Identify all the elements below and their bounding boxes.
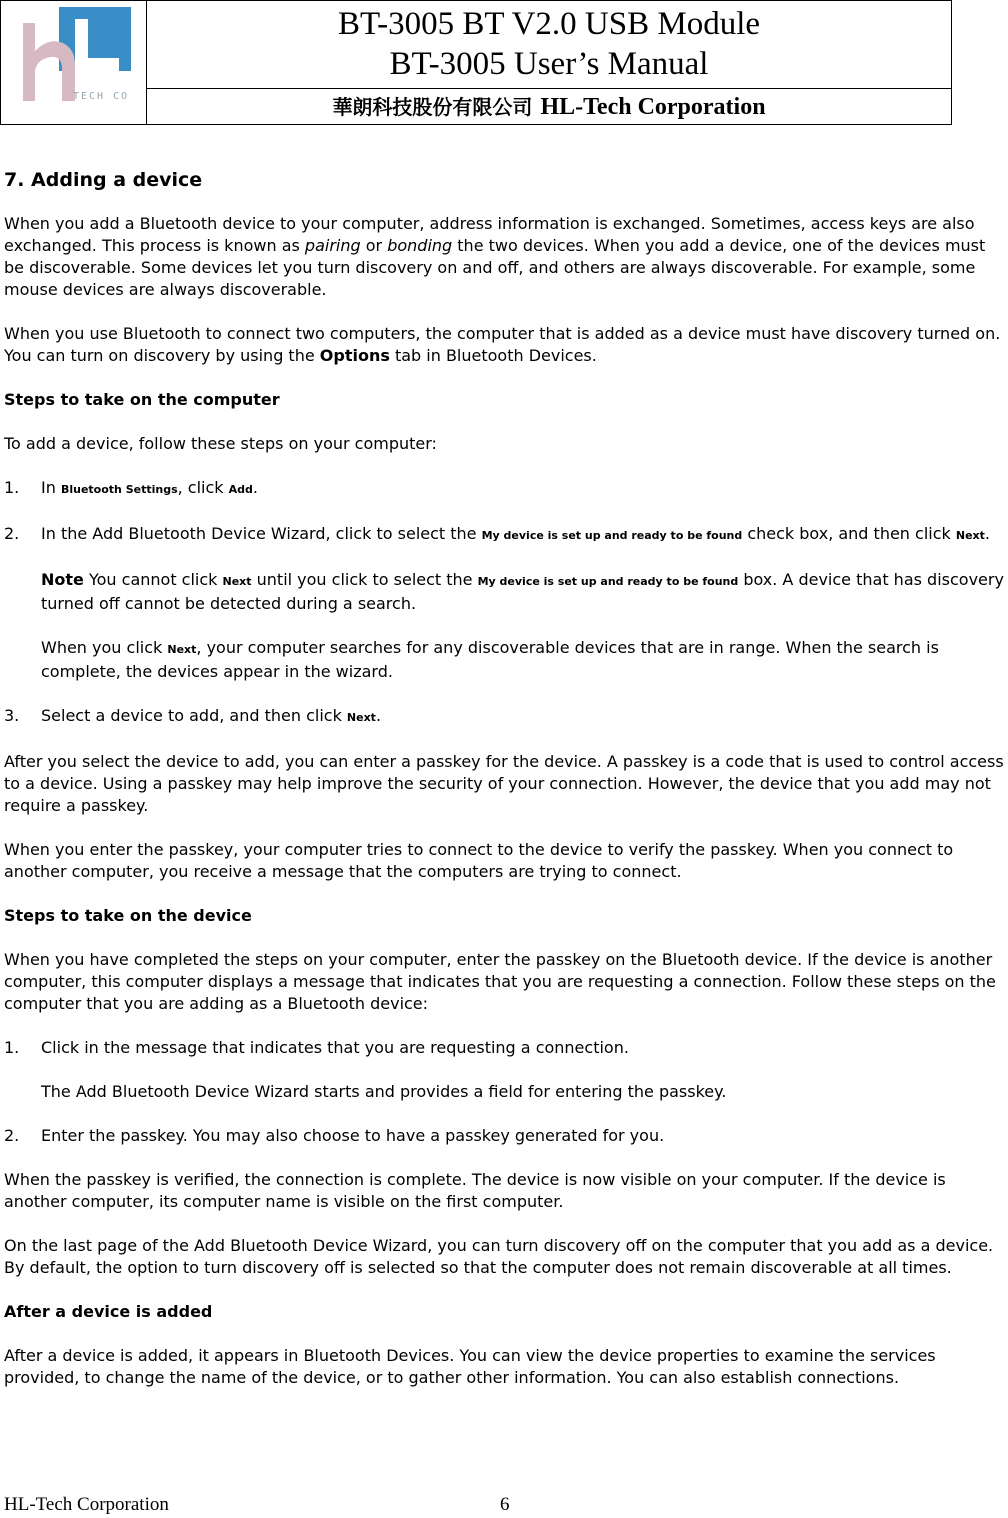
paragraph-device: When you have completed the steps on your computer, enter the passkey on the Bluetooth device. If the device is another computer, this computer displays a message that indicates that you are requesting a connection. Follow these steps on the computer that you are adding as a Bluetooth device: xyxy=(4,950,996,1013)
paragraph-search: When you click Next, your computer searches for any discoverable devices that are in range. When the search is complete, the devices appear in the wizard. xyxy=(41,638,939,681)
title-cell xyxy=(147,1,952,89)
note-paragraph: Note You cannot click Next until you click to select the My device is set up and ready to be found box. A device that has discovery turned off cannot be detected during a search. xyxy=(41,570,1004,613)
company-name-en: HL-Tech Corporation xyxy=(540,94,766,121)
paragraph-connect: When you enter the passkey, your computer tries to connect to the device to verify the passkey. When you connect to another computer, you receive a message that the computers are trying to connect. xyxy=(4,840,954,881)
page-number: 6 xyxy=(500,1494,510,1515)
logo-text: TECH CO xyxy=(73,91,130,102)
list-item-device-step-2: 2. Enter the passkey. You may also choose to have a passkey generated for you. xyxy=(4,1126,665,1145)
paragraph-after-added: After a device is added, it appears in Bluetooth Devices. You can view the device properties to examine the services provided, to change the name of the device, or to gather other information. You can also establish connections. xyxy=(4,1346,936,1387)
page-footer xyxy=(4,1494,1007,1516)
paragraph-wizard-starts: The Add Bluetooth Device Wizard starts and provides a field for entering the passkey. xyxy=(41,1082,727,1101)
list-item-step-2: 2. In the Add Bluetooth Device Wizard, click to select the My device is set up and ready to be found check box, and then click Next. xyxy=(4,524,990,543)
header-table xyxy=(0,0,952,125)
footer-company: HL-Tech Corporation xyxy=(4,1494,169,1515)
company-cell xyxy=(147,88,952,124)
paragraph-intro: When you add a Bluetooth device to your computer, address information is exchanged. Sometimes, access keys are also exchanged. This process is known as pairing or bonding the two devices. When you add a device, one of the devices must be discoverable. Some devices let you turn discovery on and off, and others are always discoverable. For example, some mouse devices are always discoverable. xyxy=(4,214,986,299)
list-item-device-step-1: 1. Click in the message that indicates that you are requesting a connection. xyxy=(4,1038,629,1057)
paragraph-steps-intro: To add a device, follow these steps on your computer: xyxy=(4,434,437,453)
list-item-step-3: 3. Select a device to add, and then click Next. xyxy=(4,706,382,725)
paragraph-verified: When the passkey is verified, the connection is complete. The device is now visible on your computer. If the device is another computer, its computer name is visible on the first computer. xyxy=(4,1170,946,1211)
company-name-zh: 華朗科技股份有限公司 xyxy=(332,95,533,120)
subheading-computer-steps: Steps to take on the computer xyxy=(4,390,280,409)
section-heading: 7. Adding a device xyxy=(4,169,203,191)
paragraph-last-page: On the last page of the Add Bluetooth Device Wizard, you can turn discovery off on the computer that you add as a device. By default, the option to turn discovery off is selected so that the computer does not remain discoverable at all times. xyxy=(4,1236,994,1277)
subheading-device-steps: Steps to take on the device xyxy=(4,906,252,925)
logo-cell xyxy=(1,1,147,125)
company-logo-icon xyxy=(1,1,146,119)
list-item-step-1: 1. In Bluetooth Settings, click Add. xyxy=(4,478,258,497)
subheading-after-added: After a device is added xyxy=(4,1302,213,1321)
paragraph-discovery: When you use Bluetooth to connect two computers, the computer that is added as a device must have discovery turned on. You can turn on discovery by using the Options tab in Bluetooth Devices. xyxy=(4,324,1001,365)
paragraph-passkey: After you select the device to add, you can enter a passkey for the device. A passkey is a code that is used to control access to a device. Using a passkey may help improve the security of your connection. However, the device that you add may not require a passkey. xyxy=(4,752,1004,815)
manual-title-line-2: BT-3005 User’s Manual xyxy=(389,46,709,83)
document-body xyxy=(4,168,1007,1389)
manual-title-line-1: BT-3005 BT V2.0 USB Module xyxy=(337,6,761,43)
